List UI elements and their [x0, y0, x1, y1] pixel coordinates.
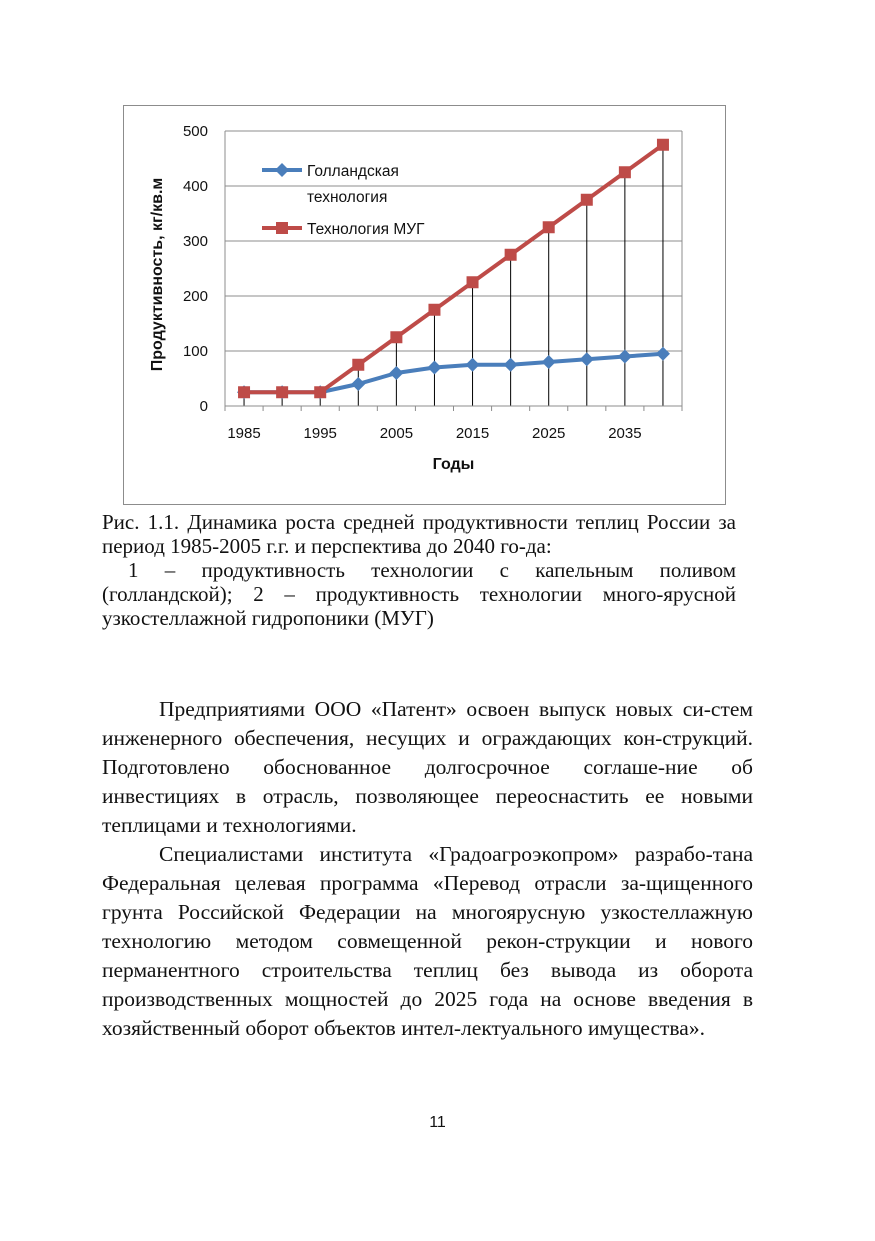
data-point-series-2	[505, 249, 517, 261]
data-point-series-1	[351, 377, 365, 391]
data-point-series-2	[543, 221, 555, 233]
y-tick-label: 500	[182, 123, 208, 140]
y-tick-label: 300	[182, 233, 208, 250]
x-tick-label: 1995	[303, 425, 337, 442]
data-point-series-2	[428, 304, 440, 316]
data-point-series-2	[657, 139, 669, 151]
data-point-series-1	[618, 350, 632, 364]
legend-marker-2	[276, 222, 288, 234]
x-tick-label: 2005	[379, 425, 414, 442]
data-point-series-1	[389, 366, 403, 380]
page-number: 11	[429, 1114, 446, 1131]
y-tick-label: 100	[182, 343, 208, 360]
data-point-series-2	[276, 386, 288, 398]
y-axis-title: Продуктивность, кг/кв.м	[149, 177, 166, 372]
data-point-series-2	[467, 276, 479, 288]
x-tick-label: 2035	[608, 425, 642, 442]
body-text	[102, 695, 753, 1043]
data-point-series-1	[504, 358, 518, 372]
legend-label-1: технология	[307, 189, 388, 206]
x-axis-title: Годы	[432, 456, 475, 473]
x-tick-label: 2015	[455, 425, 490, 442]
data-point-series-2	[314, 386, 326, 398]
data-point-series-1	[656, 347, 670, 361]
data-point-series-1	[466, 358, 480, 372]
legend-marker-1	[275, 163, 289, 177]
data-point-series-2	[390, 331, 402, 343]
paragraph-1: Предприятиями ООО «Патент» освоен выпуск новых си-стем инженерного обеспечения, несущих и ограждающих кон-струкций. Подготовлено обоснованное долгосрочное соглаше-ние об инвестициях в отрасль, позволяющее переоснастить ее новыми теплицами и технологиями.	[102, 697, 753, 837]
y-tick-label: 0	[199, 398, 208, 415]
legend-label-2: Технология МУГ	[307, 221, 425, 238]
series-line-1	[244, 354, 663, 393]
data-point-series-1	[542, 355, 556, 369]
series-line-2	[244, 145, 663, 393]
figure-chart	[123, 105, 726, 505]
line-chart	[124, 106, 727, 506]
data-point-series-2	[238, 386, 250, 398]
y-tick-label: 200	[182, 288, 208, 305]
data-point-series-1	[427, 361, 441, 375]
caption-title: Рис. 1.1. Динамика роста средней продуктивности теплиц России за период 1985-2005 г.г. и перспектива до 2040 го-да:	[102, 510, 736, 558]
figure-caption	[102, 510, 736, 630]
caption-legend-explanation: 1 – продуктивность технологии с капельным поливом (голландской); 2 – продуктивность технологии много-ярусной узкостеллажной гидропоники (МУГ)	[102, 558, 736, 630]
x-tick-label: 2025	[532, 425, 566, 442]
data-point-series-1	[580, 352, 594, 366]
legend-label-1: Голландская	[307, 163, 399, 180]
paragraph-2: Специалистами института «Градоагроэкопром» разрабо-тана Федеральная целевая программа «Перевод отрасли за-щищенного грунта Российской Федерации на многоярусную узкостеллажную технологию методом совмещенной рекон-струкции и нового перманентного строительства теплиц без вывода из оборота производственных мощностей до 2025 года на основе введения в хозяйственный оборот объектов интел-лектуального имущества».	[102, 842, 753, 1040]
data-point-series-2	[619, 166, 631, 178]
data-point-series-2	[581, 194, 593, 206]
y-tick-label: 400	[182, 178, 208, 195]
x-tick-label: 1985	[227, 425, 261, 442]
data-point-series-2	[352, 359, 364, 371]
